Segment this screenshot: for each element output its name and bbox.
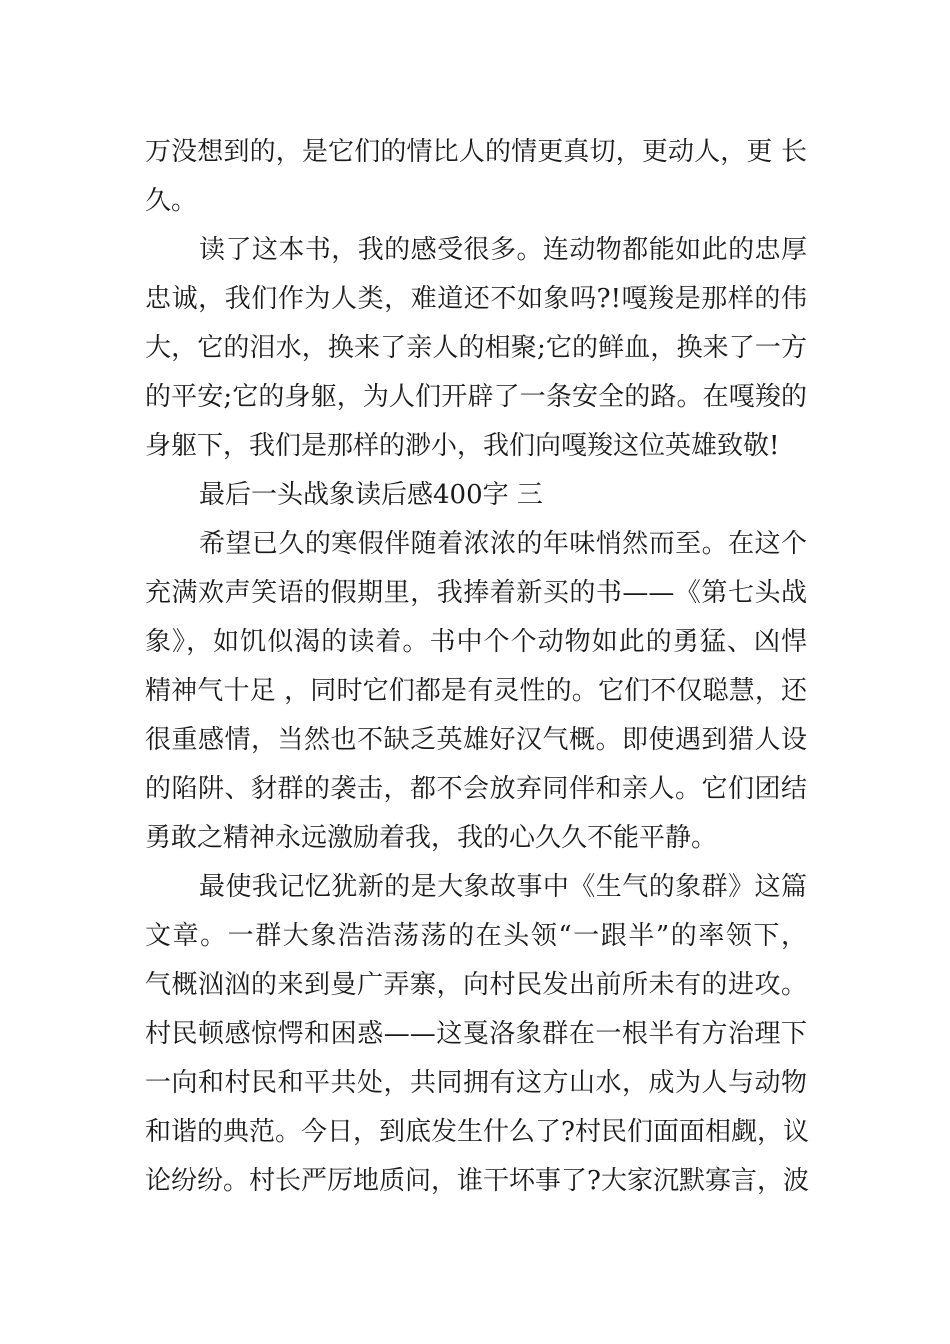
text-line: 和谐的典范。今日，到底发生什么了?村民们面面相觑，议: [145, 1117, 809, 1147]
text-line: 身躯下，我们是那样的渺小，我们向嘎羧这位英雄致敬!: [145, 431, 780, 461]
text-line: 充满欢声笑语的假期里，我捧着新买的书——《第七头战: [145, 578, 807, 608]
text-line: 精神气十足 ，同时它们都是有灵性的。它们不仅聪慧，还: [145, 676, 807, 706]
text-line: 文章。一群大象浩浩荡荡的在头领“一跟半”的率领下，: [145, 921, 807, 951]
text-line: 气概汹汹的来到曼广弄寨，向村民发出前所未有的进攻。: [145, 970, 807, 1000]
document-body: [145, 128, 807, 1206]
text-line: 大，它的泪水，换来了亲人的相聚;它的鲜血，换来了一方: [145, 333, 807, 363]
paragraph-start-line: 希望已久的寒假伴随着浓浓的年味悄然而至。在这个: [199, 529, 807, 559]
paragraph-start-line: 最使我记忆犹新的是大象故事中《生气的象群》这篇: [199, 872, 807, 902]
text-line: 村民顿感惊愕和困惑——这戛洛象群在一根半有方治理下: [145, 1019, 807, 1049]
text-line: 很重感情，当然也不缺乏英雄好汉气概。即使遇到猎人设: [145, 725, 807, 755]
text-line: 的陷阱、豺群的袭击，都不会放弃同伴和亲人。它们团结: [145, 774, 807, 804]
section-heading: 最后一头战象读后感400字 三: [199, 480, 543, 510]
text-line: 的平安;它的身躯，为人们开辟了一条安全的路。在嘎羧的: [145, 382, 807, 412]
text-line: 久。: [145, 186, 198, 216]
text-line: 象》，如饥似渴的读着。书中个个动物如此的勇猛、凶悍: [145, 627, 807, 657]
text-line: 忠诚，我们作为人类，难道还不如象吗?!嘎羧是那样的伟: [145, 284, 807, 314]
text-line: 万没想到的，是它们的情比人的情更真切，更动人，更 长: [145, 137, 807, 167]
text-line: 一向和村民和平共处，共同拥有这方山水，成为人与动物: [145, 1068, 807, 1098]
text-line: 勇敢之精神永远激励着我，我的心久久不能平静。: [145, 823, 718, 853]
text-line: 论纷纷。村长严厉地质问，谁干坏事了?大家沉默寡言，波: [145, 1166, 809, 1196]
paragraph-start-line: 读了这本书，我的感受很多。连动物都能如此的忠厚: [199, 235, 807, 265]
